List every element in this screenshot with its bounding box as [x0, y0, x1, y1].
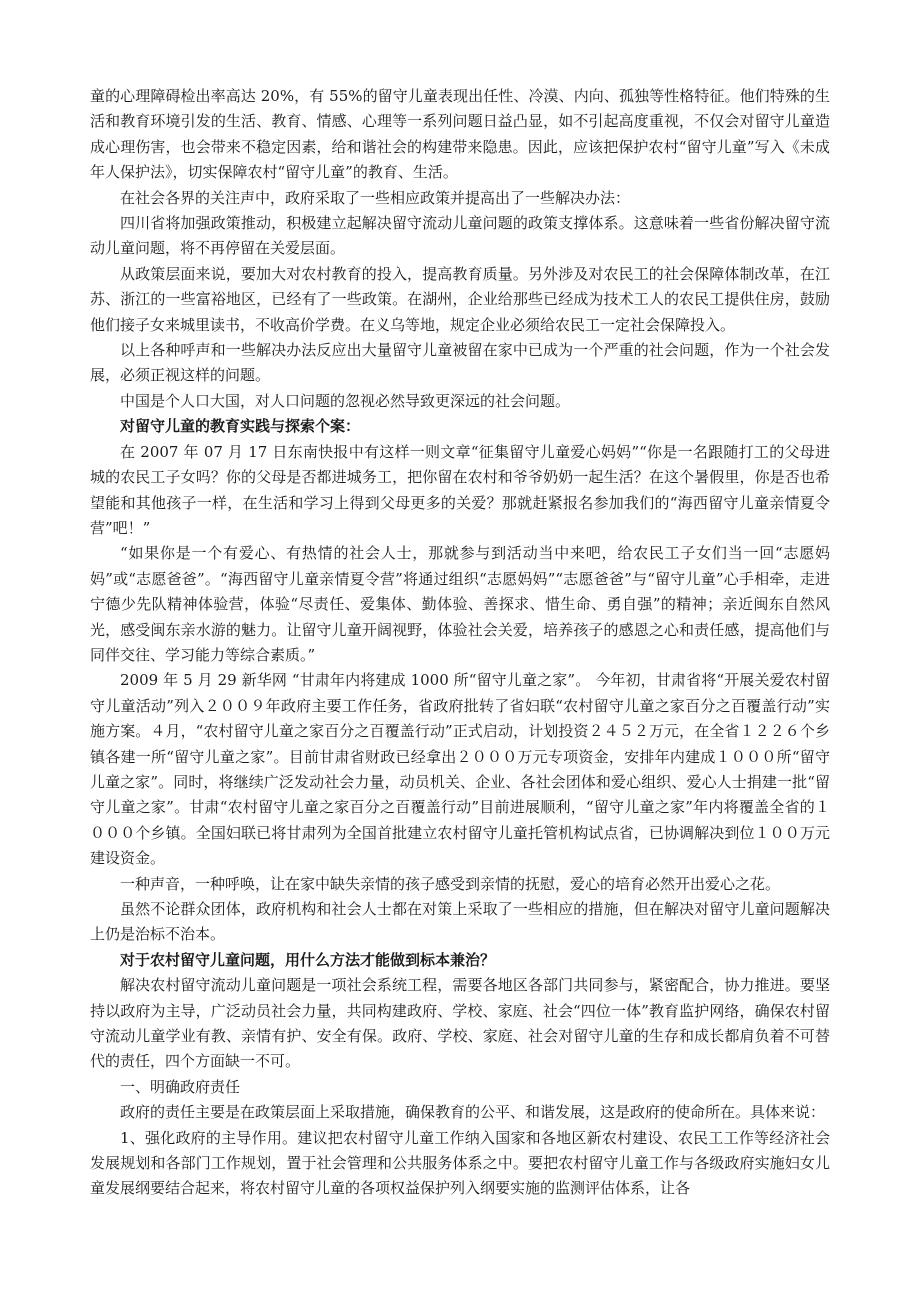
paragraph: 2009 年 5 月 29 新华网 “甘肃年内将建成 1000 所“留守儿童之家”。 今年初，甘肃省将“开展关爱农村留守儿童活动”列入２００９年政府主要工作任务，省政府批转了省妇联“农村留守儿童之家百分之百覆盖行动”实施方案。４月，“农村留守儿童之家百分之百覆盖行动”正式启动，计划投资２４５２万元，在全省１２２６个乡镇各建一所“留守儿童之家”。目前甘肃省财政已经拿出２０００万元专项资金，安排年内建成１０００所“留守儿童之家”。同时，将继续广泛发动社会力量，动员机关、企业、各社会团体和爱心组织、爱心人士捐建一批“留守儿童之家”。甘肃“农村留守儿童之家百分之百覆盖行动”目前进展顺利，“留守儿童之家”年内将覆盖全省的１０００个乡镇。全国妇联已将甘肃列为全国首批建立农村留守儿童托管机构试点省，已协调解决到位１００万元建设资金。 [90, 671, 830, 868]
paragraph: 1、强化政府的主导作用。建议把农村留守儿童工作纳入国家和各地区新农村建设、农民工工作等经济社会发展规划和各部门工作规划，置于社会管理和公共服务体系之中。要把农村留守儿童工作与各级政府实施妇女儿童发展纲要结合起来，将农村留守儿童的各项权益保护列入纲要实施的监测评估体系，让各 [90, 1128, 830, 1198]
paragraph: 以上各种呼声和一些解决办法反应出大量留守儿童被留在家中已成为一个严重的社会问题，作为一个社会发展，必须正视这样的问题。 [90, 341, 830, 385]
paragraph: 在社会各界的关注声中，政府采取了一些相应政策并提高出了一些解决办法： [120, 188, 631, 207]
paragraph: 一种声音，一种呼唤，让在家中缺失亲情的孩子感受到亲情的抚慰，爱心的培育必然开出爱心之花。 [120, 874, 781, 893]
subsection-title: 一、明确政府责任 [120, 1077, 241, 1096]
paragraph: 解决农村留守流动儿童问题是一项社会系统工程，需要各地区各部门共同参与，紧密配合，协力推进。要坚持以政府为主导，广泛动员社会力量，共同构建政府、学校、家庭、社会“四位一体”教育监护网络，确保农村留守流动儿童学业有教、亲情有护、安全有保。政府、学校、家庭、社会对留守儿童的生存和成长都肩负着不可替代的责任，四个方面缺一不可。 [90, 976, 830, 1071]
paragraph: 在 2007 年 07 月 17 日东南快报中有这样一则文章“征集留守儿童爱心妈妈”“你是一名跟随打工的父母进城的农民工子女吗？你的父母是否都进城务工，把你留在农村和爷爷奶奶一起生活？在这个暑假里，你是否也希望能和其他孩子一样，在生活和学习上得到父母更多的关爱？那就赶紧报名参加我们的“海西留守儿童亲情夏令营”吧！” [90, 442, 830, 537]
paragraph: 中国是个人口大国，对人口问题的忽视必然导致更深远的社会问题。 [120, 391, 571, 410]
paragraph: 四川省将加强政策推动，积极建立起解决留守流动儿童问题的政策支撑体系。这意味着一些省份解决留守流动儿童问题，将不再停留在关爱层面。 [90, 214, 830, 258]
section-heading: 对于农村留守儿童问题，用什么方法才能做到标本兼治？ [120, 950, 496, 969]
paragraph: “如果你是一个有爱心、有热情的社会人士，那就参与到活动当中来吧，给农民工子女们当一回“志愿妈妈”或“志愿爸爸”。“海西留守儿童亲情夏令营”将通过组织“志愿妈妈”“志愿爸爸”与“留守儿童”心手相牵，走进宁德少先队精神体验营，体验“尽责任、爱集体、勤体验、善探求、惜生命、勇自强”的精神；亲近闽东自然风光，感受闽东亲水游的魅力。让留守儿童开阔视野，体验社会关爱，培养孩子的感恩之心和责任感，提高他们与同伴交往、学习能力等综合素质。” [90, 544, 830, 664]
paragraph: 政府的责任主要是在政策层面上采取措施，确保教育的公平、和谐发展，这是政府的使命所在。具体来说： [120, 1103, 826, 1122]
section-heading: 对留守儿童的教育实践与探索个案： [120, 417, 361, 436]
paragraph: 虽然不论群众团体，政府机构和社会人士都在对策上采取了一些相应的措施，但在解决对留守儿童问题解决上仍是治标不治本。 [90, 900, 830, 944]
paragraph: 童的心理障碍检出率高达 20%，有 55%的留守儿童表现出任性、冷漠、内向、孤独等性格特征。他们特殊的生活和教育环境引发的生活、教育、情感、心理等一系列问题日益凸显，如不引起高度重视，不仅会对留守儿童造成心理伤害，也会带来不稳定因素，给和谐社会的构建带来隐患。因此，应该把保护农村“留守儿童”写入《未成年人保护法》，切实保障农村“留守儿童”的教育、生活。 [90, 87, 830, 182]
paragraph: 从政策层面来说，要加大对农村教育的投入，提高教育质量。另外涉及对农民工的社会保障体制改革，在江苏、浙江的一些富裕地区，已经有了一些政策。在湖州，企业给那些已经成为技术工人的农民工提供住房，鼓励他们接子女来城里读书，不收高价学费。在义乌等地，规定企业必须给农民工一定社会保障投入。 [90, 264, 830, 334]
